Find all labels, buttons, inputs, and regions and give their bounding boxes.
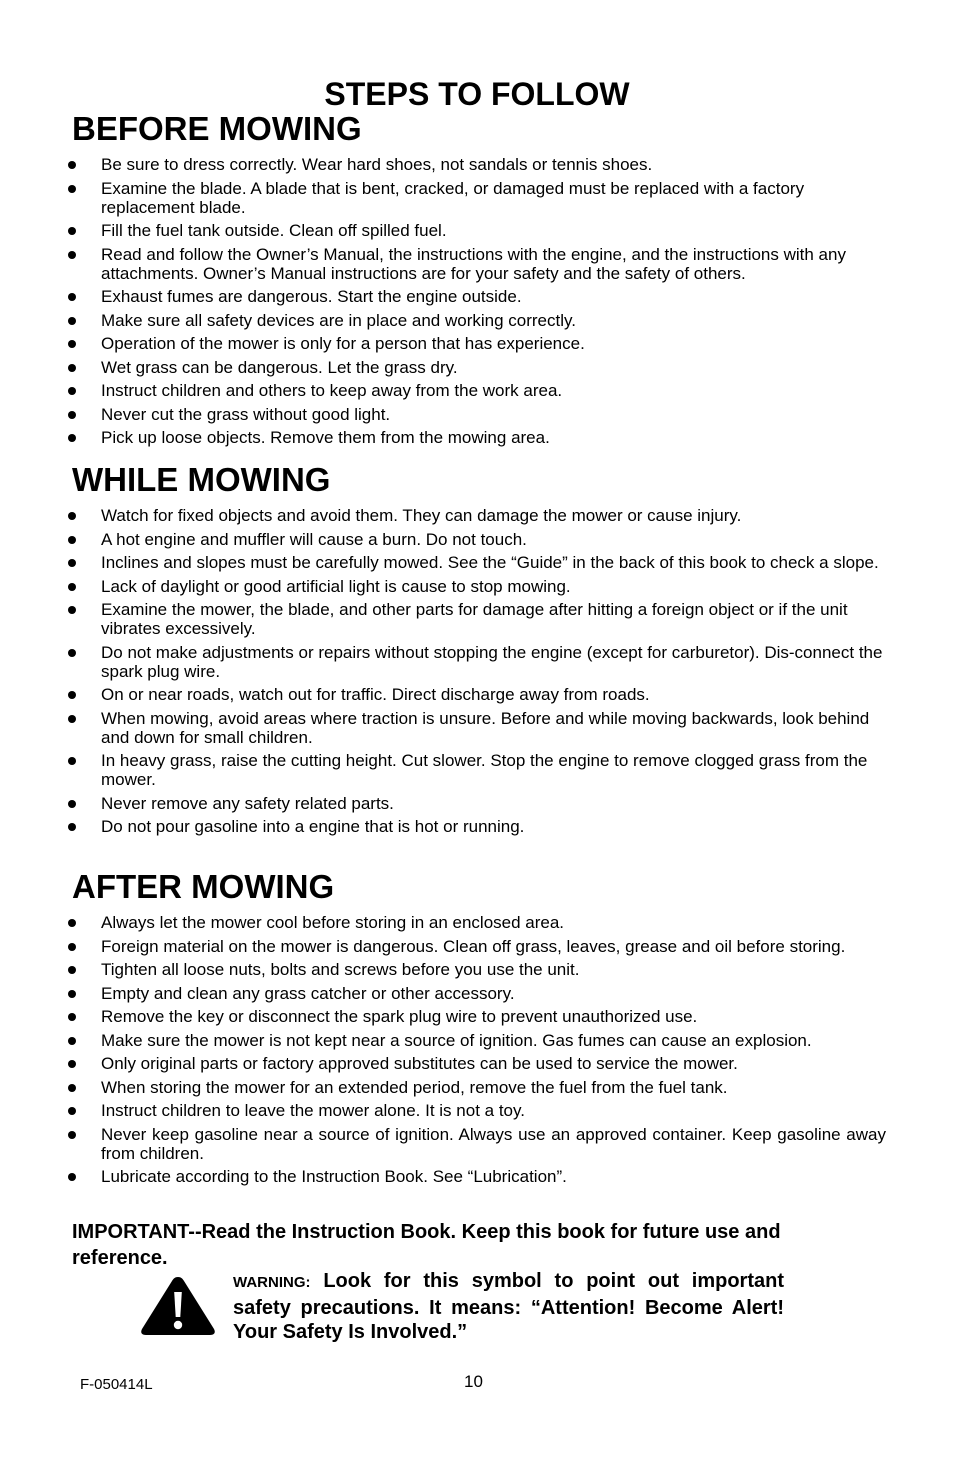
list-item: Only original parts or factory approved substitutes can be used to service the mower.	[66, 1054, 886, 1073]
list-item: Never remove any safety related parts.	[66, 794, 886, 813]
while-mowing-list	[66, 506, 886, 841]
list-item: Examine the blade. A blade that is bent, cracked, or damaged must be replaced with a factory replacement blade.	[66, 179, 886, 217]
list-item: Foreign material on the mower is dangerous. Clean off grass, leaves, grease and oil before storing.	[66, 937, 886, 956]
list-item: Remove the key or disconnect the spark plug wire to prevent unauthorized use.	[66, 1007, 886, 1026]
warning-triangle-icon	[140, 1276, 216, 1336]
list-item: Watch for fixed objects and avoid them. They can damage the mower or cause injury.	[66, 506, 886, 525]
list-item: Never cut the grass without good light.	[66, 405, 886, 424]
section-heading-before-mowing: BEFORE MOWING	[72, 110, 362, 147]
before-mowing-list	[66, 155, 886, 452]
list-item: Tighten all loose nuts, bolts and screws before you use the unit.	[66, 960, 886, 979]
list-item: On or near roads, watch out for traffic. Direct discharge away from roads.	[66, 685, 886, 704]
list-item: Inclines and slopes must be carefully mowed. See the “Guide” in the back of this book to check a slope.	[66, 553, 886, 572]
list-item: Examine the mower, the blade, and other parts for damage after hitting a foreign object or if the unit vibrates excessively.	[66, 600, 886, 638]
section-heading-while-mowing: WHILE MOWING	[72, 461, 331, 498]
list-item: Fill the fuel tank outside. Clean off spilled fuel.	[66, 221, 886, 240]
list-item: When storing the mower for an extended period, remove the fuel from the fuel tank.	[66, 1078, 886, 1097]
list-item: Lack of daylight or good artificial light is cause to stop mowing.	[66, 577, 886, 596]
list-item: Instruct children to leave the mower alone. It is not a toy.	[66, 1101, 886, 1120]
warning-label: WARNING:	[233, 1274, 311, 1291]
list-item: Empty and clean any grass catcher or other accessory.	[66, 984, 886, 1003]
list-item: Read and follow the Owner’s Manual, the instructions with the engine, and the instructions with any attachments. Owner’s Manual instructions are for your safety and the safety of others.	[66, 245, 886, 283]
list-item: Do not make adjustments or repairs without stopping the engine (except for carburetor). Dis-connect the spark plug wire.	[66, 643, 886, 681]
list-item: Pick up loose objects. Remove them from the mowing area.	[66, 428, 886, 447]
list-item: Lubricate according to the Instruction Book. See “Lubrication”.	[66, 1167, 886, 1186]
list-item: Operation of the mower is only for a person that has experience.	[66, 334, 886, 353]
warning-message	[233, 1269, 784, 1345]
page-title: STEPS TO FOLLOW	[324, 76, 630, 112]
list-item: Wet grass can be dangerous. Let the grass dry.	[66, 358, 886, 377]
list-item: Never keep gasoline near a source of ignition. Always use an approved container. Keep gasoline away from children.	[66, 1125, 886, 1163]
section-heading-after-mowing: AFTER MOWING	[72, 868, 335, 905]
document-code: F-050414L	[80, 1376, 153, 1393]
warning-body: Look for this symbol to point out important safety precautions. It means: “Attention! Become Alert! Your Safety Is Involved.”	[233, 1270, 784, 1343]
list-item: Make sure all safety devices are in place and working correctly.	[66, 311, 886, 330]
after-mowing-list	[66, 913, 886, 1191]
list-item: Instruct children and others to keep away from the work area.	[66, 381, 886, 400]
list-item: A hot engine and muffler will cause a burn. Do not touch.	[66, 530, 886, 549]
list-item: When mowing, avoid areas where traction is unsure. Before and while moving backwards, look behind and down for small children.	[66, 709, 886, 747]
list-item: Be sure to dress correctly. Wear hard shoes, not sandals or tennis shoes.	[66, 155, 886, 174]
list-item: Make sure the mower is not kept near a source of ignition. Gas fumes can cause an explosion.	[66, 1031, 886, 1050]
important-note: IMPORTANT--Read the Instruction Book. Keep this book for future use and reference.	[72, 1221, 781, 1269]
list-item: Exhaust fumes are dangerous. Start the engine outside.	[66, 287, 886, 306]
list-item: Always let the mower cool before storing in an enclosed area.	[66, 913, 886, 932]
list-item: Do not pour gasoline into a engine that is hot or running.	[66, 817, 886, 836]
page-number: 10	[464, 1372, 483, 1391]
list-item: In heavy grass, raise the cutting height. Cut slower. Stop the engine to remove clogged grass from the mower.	[66, 751, 886, 789]
